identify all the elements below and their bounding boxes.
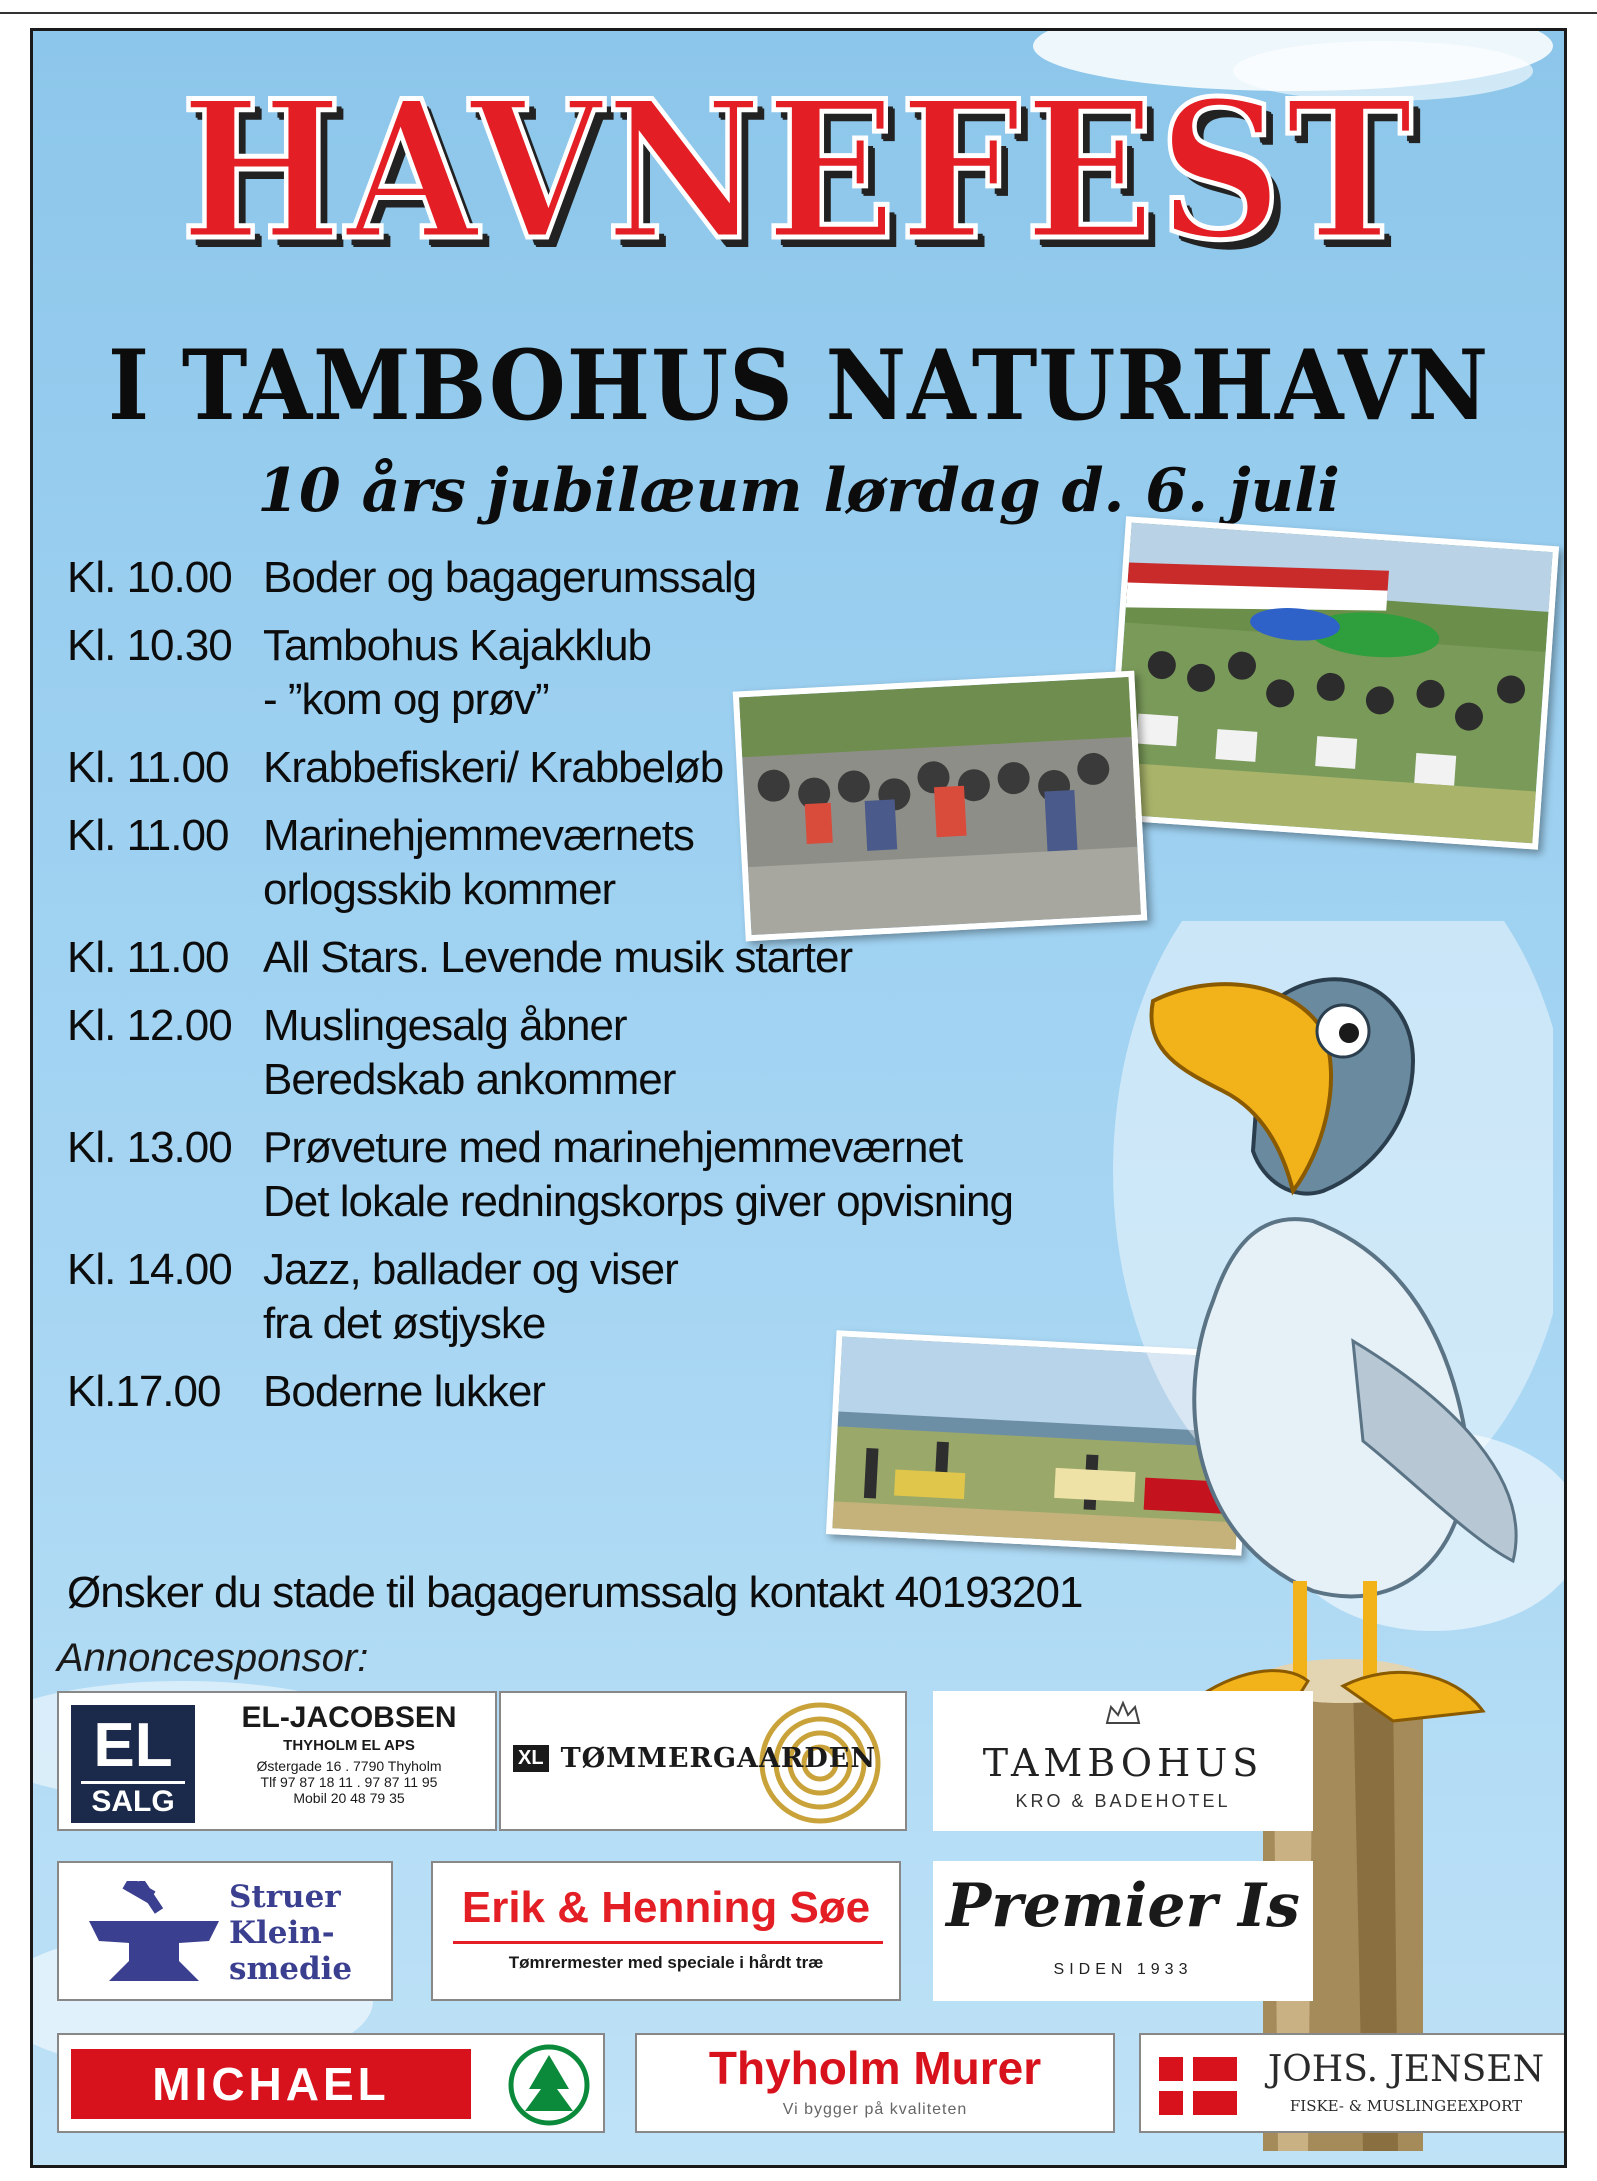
schedule-time: Kl. 12.00 bbox=[67, 1001, 232, 1050]
schedule-row bbox=[67, 551, 967, 605]
el-mobile: Mobil 20 48 79 35 bbox=[293, 1790, 405, 1806]
photo-crab-fishing bbox=[733, 671, 1148, 942]
logo-premier-is bbox=[933, 1861, 1313, 2001]
logo-tommergaarden bbox=[499, 1691, 907, 1831]
photo-festival-tent bbox=[1105, 516, 1559, 850]
el-company: THYHOLM EL APS bbox=[283, 1737, 415, 1754]
schedule-activity-line: Muslingesalg åbner bbox=[263, 1001, 627, 1050]
schedule-activity-line: Jazz, ballader og viser bbox=[263, 1245, 678, 1294]
schedule-time: Kl. 11.00 bbox=[67, 743, 229, 792]
schedule-time: Kl. 11.00 bbox=[67, 811, 229, 860]
schedule-activity bbox=[263, 1365, 545, 1419]
schedule-activity-line: Boder og bagagerumssalg bbox=[263, 553, 757, 602]
el-salg-badge: EL SALG bbox=[71, 1705, 195, 1823]
spar-tree-icon bbox=[507, 2043, 591, 2127]
struer-line1: Struer bbox=[229, 1879, 341, 1915]
el-phone: Tlf 97 87 18 11 . 97 87 11 95 bbox=[260, 1774, 438, 1790]
schedule-activity bbox=[263, 809, 694, 917]
schedule-activity bbox=[263, 999, 675, 1107]
schedule-time: Kl. 10.30 bbox=[67, 621, 232, 670]
struer-line2: Klein- bbox=[229, 1915, 335, 1951]
tambohus-name: TAMBOHUS bbox=[982, 1741, 1264, 1785]
poster-tagline: 10 års jubilæum lørdag d. 6. juli bbox=[257, 456, 1340, 526]
schedule-time: Kl. 10.00 bbox=[67, 553, 232, 602]
danish-flag-icon bbox=[1159, 2057, 1237, 2115]
schedule-activity-line: All Stars. Levende musik starter bbox=[263, 933, 853, 982]
schedule-activity-line: Det lokale redningskorps giver opvisning bbox=[263, 1177, 1013, 1226]
schedule-activity-line: - ”kom og prøv” bbox=[263, 675, 549, 724]
schedule-time: Kl. 11.00 bbox=[67, 933, 229, 982]
schedule-activity bbox=[263, 551, 756, 605]
schedule-activity bbox=[263, 1243, 678, 1351]
thyholm-sub: Vi bygger på kvaliteten bbox=[782, 2101, 968, 2118]
schedule-row bbox=[67, 999, 967, 1107]
top-rule bbox=[0, 12, 1597, 14]
premier-sub: SIDEN 1933 bbox=[1053, 1961, 1193, 1978]
schedule-activity-line: Tambohus Kajakklub bbox=[263, 621, 652, 670]
tambohus-sub: KRO & BADEHOTEL bbox=[1015, 1791, 1231, 1811]
schedule-activity-line: Marinehjemmeværnets bbox=[263, 811, 694, 860]
schedule-activity bbox=[263, 1121, 1013, 1229]
logo-tambohus bbox=[933, 1691, 1313, 1831]
schedule-activity-line: Krabbefiskeri/ Krabbeløb bbox=[263, 743, 724, 792]
crown-icon bbox=[1103, 1699, 1143, 1729]
erik-name: Erik & Henning Søe bbox=[461, 1883, 871, 1932]
logo-thyholm-murer bbox=[635, 2033, 1115, 2133]
tommergaarden-name: TØMMERGAARDEN bbox=[560, 1743, 877, 1774]
thyholm-name: Thyholm Murer bbox=[708, 2042, 1042, 2094]
schedule-row bbox=[67, 931, 967, 985]
poster-subtitle: I TAMBOHUS NATURHAVN bbox=[107, 329, 1490, 442]
johs-name: JOHS. JENSEN bbox=[1267, 2049, 1545, 2090]
logo-erik-henning-soe bbox=[431, 1861, 901, 2001]
el-name: EL-JACOBSEN bbox=[241, 1701, 457, 1734]
schedule-activity bbox=[263, 741, 723, 795]
anvil-icon bbox=[79, 1881, 229, 1991]
johs-sub: FISKE- & MUSLINGEEXPORT bbox=[1289, 2097, 1523, 2115]
sponsor-label: Annoncesponsor: bbox=[57, 1636, 369, 1680]
struer-line3: smedie bbox=[229, 1951, 353, 1987]
schedule-activity-line: fra det østjyske bbox=[263, 1299, 546, 1348]
erik-sub: Tømrermester med speciale i hårdt træ bbox=[508, 1953, 824, 1972]
michael-name: MICHAEL bbox=[71, 2049, 471, 2119]
schedule-activity-line: orlogsskib kommer bbox=[263, 865, 616, 914]
logo-struer-kleinsmedie bbox=[57, 1861, 393, 2001]
schedule-row bbox=[67, 1243, 967, 1351]
logo-el-jacobsen bbox=[57, 1691, 497, 1831]
xl-badge: XL bbox=[513, 1745, 549, 1772]
schedule-activity-line: Prøveture med marinehjemmeværnet bbox=[263, 1123, 963, 1172]
premier-name: Premier Is bbox=[946, 1871, 1300, 1941]
logo-michael bbox=[57, 2033, 605, 2133]
schedule-time: Kl. 13.00 bbox=[67, 1123, 232, 1172]
schedule-activity-line: Boderne lukker bbox=[263, 1367, 545, 1416]
schedule-time: Kl.17.00 bbox=[67, 1367, 221, 1416]
schedule-time: Kl. 14.00 bbox=[67, 1245, 232, 1294]
schedule-activity bbox=[263, 619, 651, 727]
logo-johs-jensen bbox=[1139, 2033, 1567, 2133]
el-address: Østergade 16 . 7790 Thyholm bbox=[256, 1758, 442, 1774]
poster-title: HAVNEFEST bbox=[180, 59, 1417, 282]
poster bbox=[30, 28, 1567, 2168]
schedule-list bbox=[67, 551, 1013, 1433]
schedule-row bbox=[67, 1121, 1013, 1229]
schedule-activity-line: Beredskab ankommer bbox=[263, 1055, 676, 1104]
contact-text: Ønsker du stade til bagagerumssalg kontakt 40193201 bbox=[67, 1568, 1083, 1617]
